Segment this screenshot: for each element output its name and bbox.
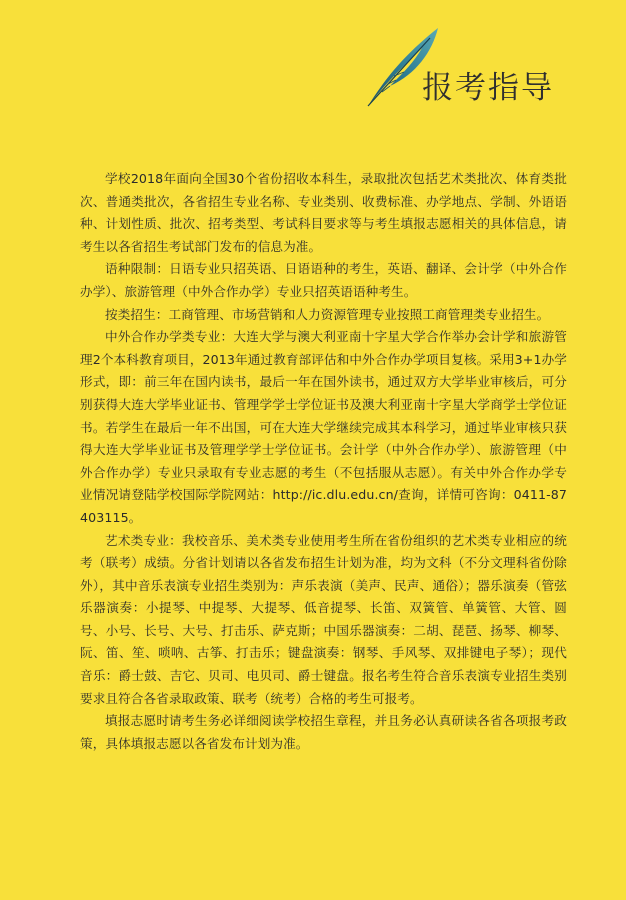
paragraph-language-limit: 语种限制：日语专业只招英语、日语语种的考生，英语、翻译、会计学（中外合作办学）、旅游管理（中外合作办学）专业只招英语语种考生。: [80, 261, 567, 299]
paragraph-intro: 学校2018年面向全国30个省份招收本科生，录取批次包括艺术类批次、体育类批次、普通类批次，各省招生专业名称、专业类别、收费标准、办学地点、学制、外语语种、计划性质、批次、招考类型、考试科目要求等与考生填报志愿相关的具体信息，请考生以各省招生考试部门发布的信息为准。: [80, 171, 567, 254]
article-body: [80, 168, 567, 755]
page-header: [360, 22, 590, 112]
paragraph-art-majors: 艺术类专业：我校音乐、美术类专业使用考生所在省份组织的艺术类专业相应的统考（联考）成绩。分省计划请以各省发布招生计划为准，均为文科（不分文理科省份除外），其中音乐表演专业招生类别为：声乐表演（美声、民声、通俗）；器乐演奏（管弦乐器演奏：小提琴、中提琴、大提琴、低音提琴、长笛、双簧管、单簧管、大管、圆号、小号、长号、大号、打击乐、萨克斯；中国乐器演奏：二胡、琵琶、扬琴、柳琴、阮、笛、笙、唢呐、古筝、打击乐；键盘演奏：钢琴、手风琴、双排键电子琴）；现代音乐：爵士鼓、吉它、贝司、电贝司、爵士键盘。报名考生符合音乐表演专业招生类别要求且符合各省录取政策、联考（统考）合格的考生可报考。: [80, 532, 567, 706]
paragraph-joint-programs: 中外合作办学类专业：大连大学与澳大利亚南十字星大学合作举办会计学和旅游管理2个本科教育项目，2013年通过教育部评估和中外合作办学项目复核。采用3+1办学形式，即：前三年在国内读书，最后一年在国外读书，通过双方大学毕业审核后，可分别获得大连大学毕业证书、管理学学士学位证书及澳大利亚南十字星大学商学士学位证书。若学生在最后一年不出国，可在大连大学继续完成其本科学习，通过毕业审核只获得大连大学毕业证书及管理学学士学位证书。会计学（中外合作办学）、旅游管理（中外合作办学）专业只录取有专业志愿的考生（不包括服从志愿）。有关中外合作办学专业情况请登陆学校国际学院网站：http://ic.dlu.edu.cn/查询，详情可咨询：0411-87403115。: [80, 329, 567, 525]
paragraph-category-admission: 按类招生：工商管理、市场营销和人力资源管理专业按照工商管理类专业招生。: [105, 306, 550, 322]
paragraph-application-note: 填报志愿时请考生务必详细阅读学校招生章程，并且务必认真研读各省各项报考政策，具体填报志愿以各省发布计划为准。: [80, 713, 567, 751]
page-title: 报考指导: [422, 70, 554, 106]
